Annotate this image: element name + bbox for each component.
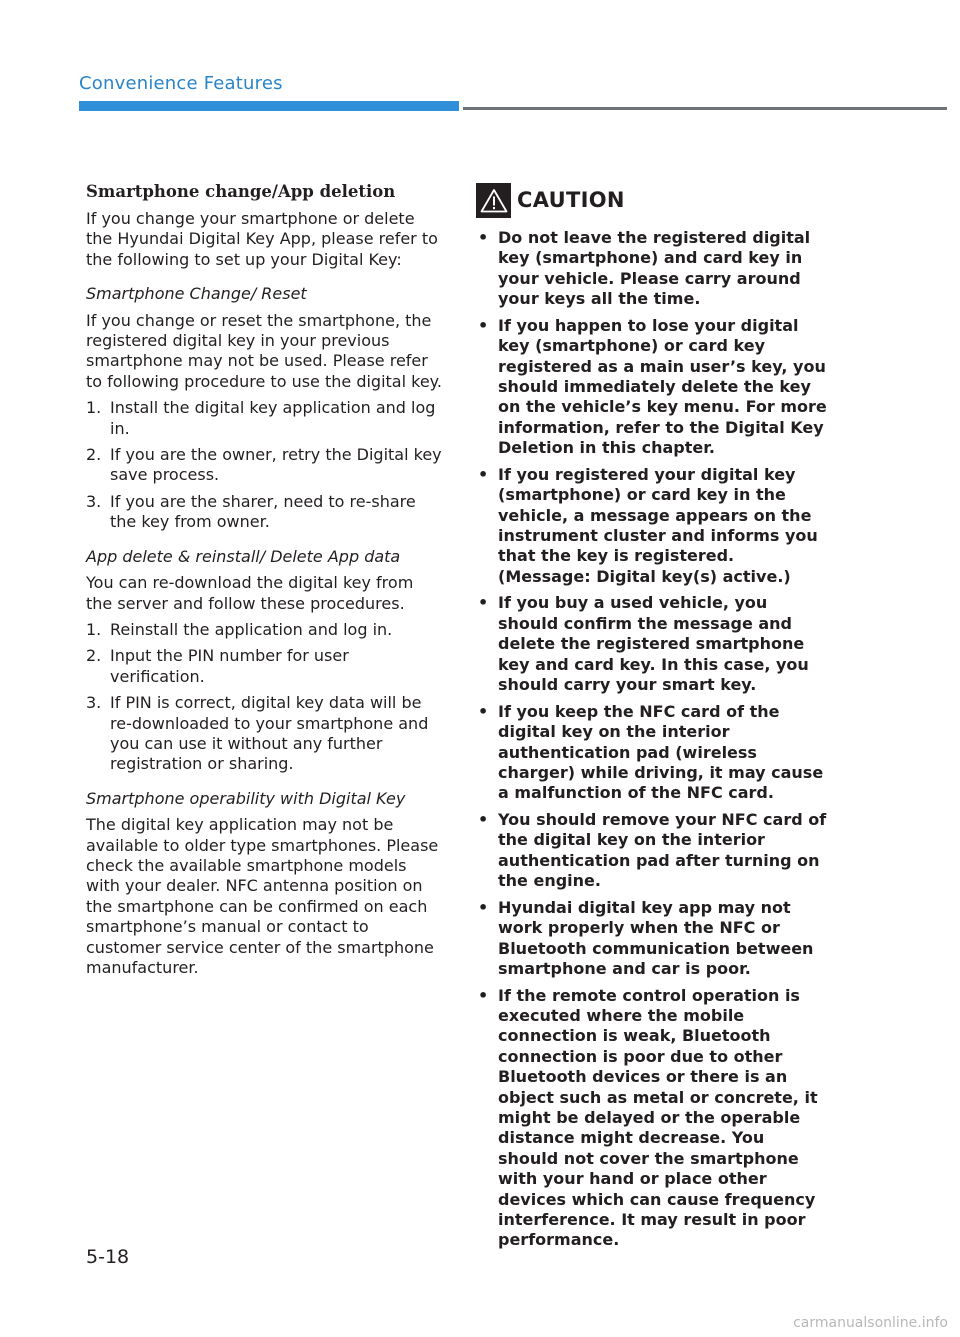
header-rule-accent xyxy=(79,101,459,111)
subsection-body: You can re-download the digital key from the server and follow these procedures. xyxy=(86,573,414,613)
page-number: 5-18 xyxy=(86,1246,130,1268)
caution-item: • If the remote control operation is executed where the mobile connection is weak, Bluetooth connection is poor due to other Bluetooth devices or there is an object such as metal or concrete, it might be delayed or the operable distance might decrease. You should not cover the smartphone with your hand or place other devices which can cause frequency interference. It may result in poor performance. xyxy=(478,985,818,1250)
subsection-title: Smartphone operability with Digital Key xyxy=(86,788,406,808)
step-item: 1. Reinstall the application and log in. xyxy=(86,619,393,639)
caution-box xyxy=(476,182,828,1257)
caution-item: • If you registered your digital key (smartphone) or card key in the vehicle, a message appears on the instrument cluster and informs you that the key is registered. (Message: Digital key(s) active.) xyxy=(478,464,818,586)
caution-item: • If you buy a used vehicle, you should confirm the message and delete the registered smartphone key and card key. In this case, you should carry your smart key. xyxy=(478,593,809,695)
caution-list xyxy=(476,228,828,1251)
step-item: 3. If you are the sharer, need to re-share the key from owner. xyxy=(86,491,416,532)
caution-header xyxy=(476,182,828,218)
subsection-body: If you change or reset the smartphone, the registered digital key in your previous smartphone may not be used. Please refer to following procedure to use the digital key. xyxy=(86,310,442,391)
caution-item: • If you keep the NFC card of the digital key on the interior authentication pad (wireless charger) while driving, it may cause a malfunction of the NFC card. xyxy=(478,701,824,803)
intro-paragraph: If you change your smartphone or delete the Hyundai Digital Key App, please refer to the following to set up your Digital Key: xyxy=(86,209,438,269)
caution-title: CAUTION xyxy=(517,188,625,212)
caution-item: • You should remove your NFC card of the digital key on the interior authentication pad after turning on the engine. xyxy=(478,809,827,891)
section-title: Convenience Features xyxy=(79,73,283,94)
subsection-title: App delete & reinstall/ Delete App data xyxy=(86,546,401,566)
step-item: 1. Install the digital key application and log in. xyxy=(86,398,436,438)
step-list xyxy=(86,620,442,775)
watermark: carmanualsonline.info xyxy=(793,1315,948,1331)
caution-item: • Do not leave the registered digital key (smartphone) and card key in your vehicle. Please carry around your keys all the time. xyxy=(478,228,811,309)
caution-item: • Hyundai digital key app may not work properly when the NFC or Bluetooth communication between smartphone and car is poor. xyxy=(478,897,814,978)
header-rule xyxy=(463,107,947,110)
step-item: 2. If you are the owner, retry the Digital key save process. xyxy=(86,445,442,485)
subsection-body: The digital key application may not be available to older type smartphones. Please check the available smartphone models with your dealer. NFC antenna position on the smartphone can be confirmed on each smartphone’s manual or contact to customer service center of the smartphone manufacturer. xyxy=(86,815,439,977)
warning-triangle-icon xyxy=(476,183,511,218)
left-column xyxy=(86,182,442,992)
step-list xyxy=(86,398,442,532)
section-heading: Smartphone change/App deletion xyxy=(86,182,396,201)
step-item: 2. Input the PIN number for user verification. xyxy=(86,646,349,686)
caution-item: • If you happen to lose your digital key (smartphone) or card key registered as a main user’s key, you should immediately delete the key on the vehicle’s key menu. For more information, refer to the Digital Key Deletion in this chapter. xyxy=(478,315,827,458)
step-item: 3. If PIN is correct, digital key data will be re-downloaded to your smartphone and you can use it without any further registration or sharing. xyxy=(86,693,429,774)
subsection-title: Smartphone Change/ Reset xyxy=(86,284,307,304)
